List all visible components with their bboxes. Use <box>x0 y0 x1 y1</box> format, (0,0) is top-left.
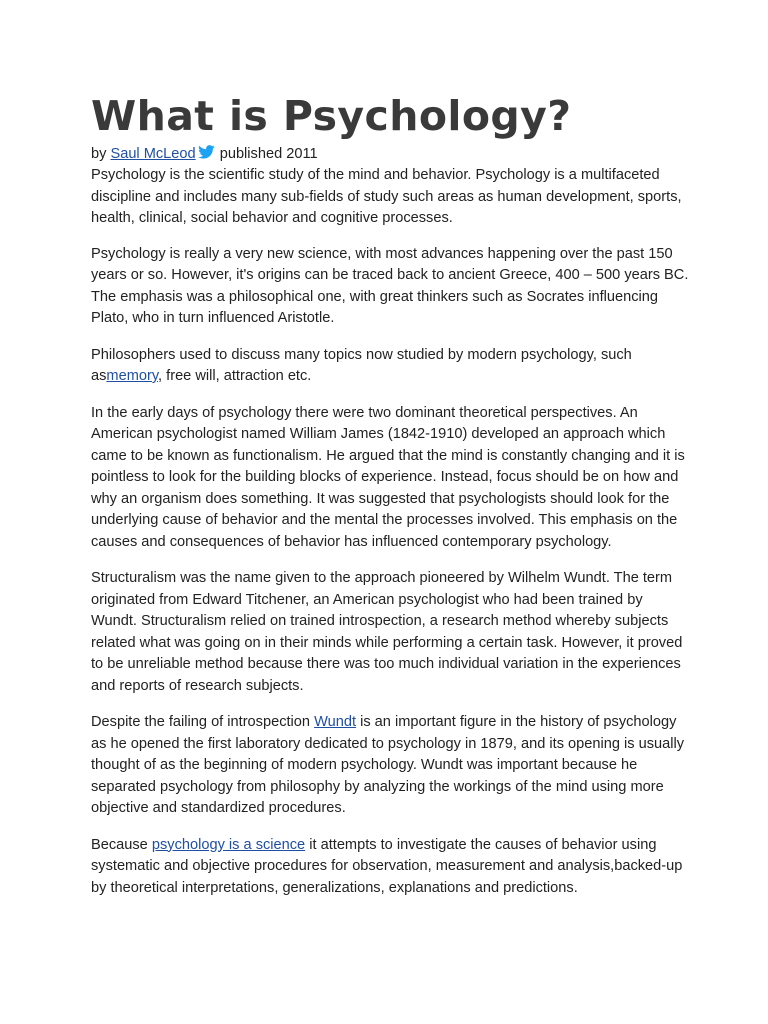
paragraph-text: , free will, attraction etc. <box>158 368 312 384</box>
twitter-bird-icon[interactable] <box>198 145 215 159</box>
paragraph-structuralism: Structuralism was the name given to the approach pioneered by Wilhelm Wundt. The term originated from Edward Titchener, an American psychologist who had been trained by Wundt. Structuralism relied on trained introspection, a research method whereby subjects related what was going on in their minds while performing a certain task. However, it proved to be unreliable method because there was too much individual variation in the experiences and reports of research subjects. <box>91 570 683 694</box>
paragraph-text: is an important figure in the history of psychology as he opened the first laboratory dedicated to psychology in 1879, and its opening is usually thought of as the beginning of modern psychology. Wundt was important because he separated psychology from philosophy by analyzing the workings of the mind using more objective and standardized procedures. <box>91 714 685 816</box>
wundt-link[interactable]: Wundt <box>314 714 357 730</box>
page-title: What is Psychology? <box>91 92 572 140</box>
paragraph-text: it attempts to investigate the causes of behavior using systematic and objective procedures for observation, measurement and analysis,backed-up by theoretical interpretations, generalizations, explanations and predictions. <box>91 836 683 896</box>
paragraph-philosophers <box>91 345 691 388</box>
paragraph-science <box>91 835 691 900</box>
paragraph-text: Because <box>91 836 152 853</box>
byline-published: published 2011 <box>215 146 318 162</box>
paragraph-history: Psychology is really a very new science, with most advances happening over the past 150 years or so. However, it's origins can be traced back to ancient Greece, 400 – 500 years BC. The emphasis was a philosophical one, with great thinkers such as Socrates influencing Plato, who in turn influenced Aristotle. <box>91 245 689 326</box>
author-link[interactable]: Saul McLeod <box>110 146 196 162</box>
psychology-science-link[interactable]: psychology is a science <box>151 836 306 853</box>
memory-link[interactable]: memory <box>106 368 159 384</box>
paragraph-intro: Psychology is the scientific study of the mind and behavior. Psychology is a multifaceted discipline and includes many sub-fields of study such areas as human development, sports, health, clinical, social behavior and cognitive processes. <box>91 167 682 226</box>
paragraph-wundt <box>91 712 691 820</box>
paragraph-functionalism: In the early days of psychology there were two dominant theoretical perspectives. An American psychologist named William James (1842-1910) developed an approach which came to be known as functionalism. He argued that the mind is constantly changing and it is pointless to look for the building blocks of experience. Instead, focus should be on how and why an organism does something. It was suggested that psychologists should look for the underlying cause of behavior and the mental the processes involved. This emphasis on the causes and consequences of behavior has influenced contemporary psychology. <box>91 404 685 550</box>
byline-prefix: by <box>91 146 111 162</box>
paragraph-text: Despite the failing of introspection <box>91 714 315 730</box>
byline <box>91 144 691 165</box>
article <box>91 88 691 914</box>
paragraph-text: Philosophers used to discuss many topics now studied by modern psychology, such as <box>91 346 632 384</box>
